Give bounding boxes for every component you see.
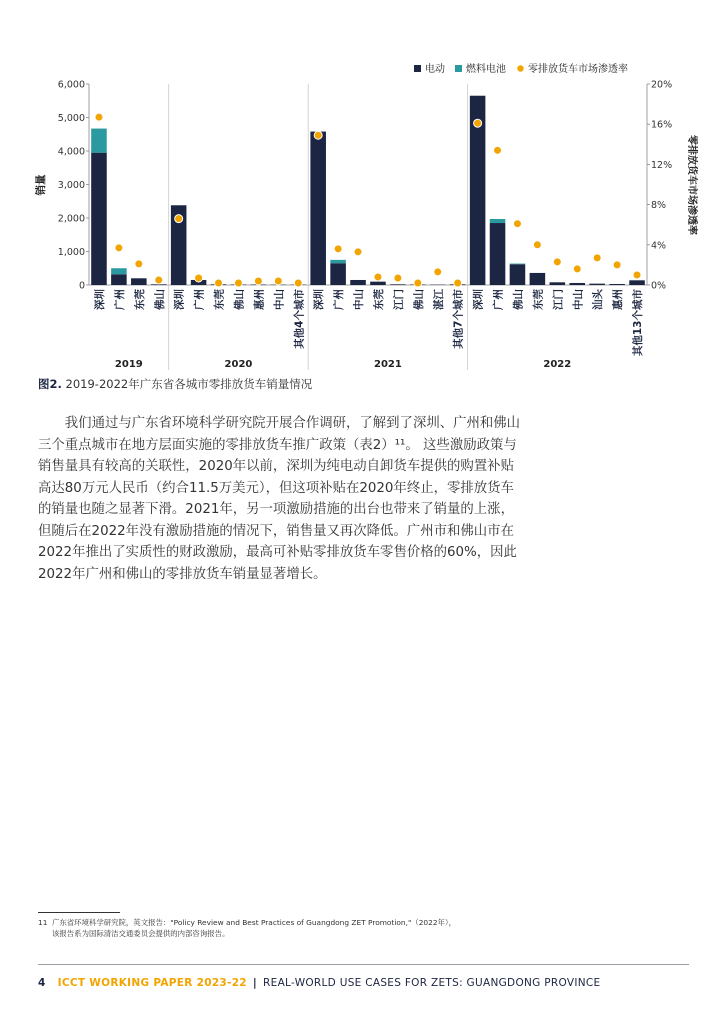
penetration-dot [613, 261, 621, 269]
bar-electric [111, 274, 127, 285]
x-tick-label: 东莞 [372, 289, 385, 310]
legend-dot [517, 65, 523, 71]
penetration-dot [354, 248, 362, 256]
y2-tick-label: 12% [651, 159, 673, 171]
x-tick-label: 深圳 [93, 289, 106, 310]
figure-label: 图2. [38, 377, 62, 391]
bar-electric [131, 278, 147, 285]
bar-electric [609, 284, 625, 285]
y2-tick-label: 20% [651, 79, 673, 91]
y2-tick-label: 8% [651, 200, 667, 212]
bar-fuel-cell [91, 129, 107, 153]
bar-electric [390, 284, 406, 285]
x-tick-label: 其他4个城市 [293, 289, 306, 349]
y-tick-label: 2,000 [57, 213, 85, 225]
penetration-dot [573, 265, 581, 273]
footnote-number: 11 [38, 918, 48, 927]
group-year-label: 2020 [224, 359, 253, 370]
y-tick-label: 6,000 [57, 79, 85, 91]
bar-electric [589, 284, 605, 285]
x-tick-label: 惠州 [612, 289, 625, 310]
x-tick-label: 广州 [333, 289, 346, 310]
penetration-dot [533, 241, 541, 249]
x-tick-label: 其他13个城市 [632, 289, 645, 357]
penetration-dot [155, 276, 163, 284]
penetration-dot [593, 254, 601, 262]
x-tick-label: 汕头 [592, 289, 605, 310]
x-tick-label: 广州 [492, 289, 505, 310]
penetration-dot [633, 271, 641, 279]
x-tick-label: 广州 [193, 289, 206, 310]
penetration-dot [274, 277, 282, 285]
legend-swatch-2 [455, 65, 462, 72]
x-tick-label: 东莞 [532, 289, 545, 310]
legend-label: 零排放货车市场渗透率 [528, 64, 628, 75]
bar-fuel-cell [510, 264, 526, 265]
x-tick-label: 江门 [552, 289, 565, 310]
group-year-label: 2022 [543, 359, 572, 370]
x-tick-label: 深圳 [173, 289, 186, 310]
y-tick-label: 4,000 [57, 146, 85, 158]
x-tick-label: 江门 [392, 289, 405, 310]
footnote-line-1: 广东省环境科学研究院，英文报告："Policy Review and Best Practices of Guangdong ZET Promotion,"（2022年）， [52, 918, 457, 927]
penetration-dot [334, 245, 342, 253]
y2-tick-label: 16% [651, 119, 673, 131]
x-tick-label: 惠州 [253, 289, 266, 310]
group-year-label: 2019 [114, 359, 143, 370]
bar-electric [330, 263, 346, 285]
bar-fuel-cell [330, 260, 346, 263]
penetration-dot [314, 131, 322, 139]
x-tick-label: 中山 [353, 289, 366, 310]
penetration-dot [513, 220, 521, 228]
footer-series: ICCT WORKING PAPER 2023-22 [57, 977, 247, 989]
bar-electric [370, 282, 386, 285]
y-axis-title: 销量 [35, 174, 47, 196]
page-number: 4 [38, 977, 46, 989]
bar-electric [310, 132, 326, 285]
penetration-dot [494, 146, 502, 154]
bar-electric [530, 273, 546, 285]
sales-chart [0, 0, 724, 375]
bar-fuel-cell [490, 219, 506, 223]
group-year-label: 2021 [374, 359, 402, 370]
penetration-dot [215, 279, 223, 287]
penetration-dot [254, 277, 262, 285]
penetration-dot [294, 279, 302, 287]
penetration-dot [474, 119, 482, 127]
footnote-divider [38, 912, 120, 913]
y2-tick-label: 0% [651, 280, 667, 292]
penetration-dot [394, 274, 402, 282]
y2-axis-title: 零排放货车市场渗透率 [686, 135, 697, 235]
penetration-dot [175, 215, 183, 223]
bar-electric [569, 283, 585, 285]
paragraph-text: 我们通过与广东省环境科学研究院开展合作调研，了解到了深圳、广州和佛山三个重点城市在地方层面实施的零排放货车推广政策（表2）¹¹。 这些激励政策与销售量具有较高的关联性，2020年以前，深圳为纯电动自卸货车提供的购置补贴高达80万元人民币（约合11.5万美元），但这项补贴在2020年终止，零排放货车的销量也随之显著下滑。2021年，另一项激励措施的出台也带来了销量的上涨，但随后在2022年没有激励措施的情况下，销售量又再次降低。广州市和佛山市在2022年推出了实质性的财政激励，最高可补贴零排放货车零售价格的60%，因此2022年广州和佛山的零排放货车销量显著增长。 [38, 416, 521, 582]
bar-electric [629, 280, 645, 285]
footer-divider [38, 964, 689, 965]
footer-title: REAL-WORLD USE CASES FOR ZETS: GUANGDONG PROVINCE [263, 977, 601, 989]
x-tick-label: 深圳 [313, 289, 326, 310]
bar-electric [490, 223, 506, 285]
figure-caption-text: 2019-2022年广东省各城市零排放货车销量情况 [61, 377, 313, 391]
legend-swatch-1 [414, 65, 421, 72]
x-tick-label: 广州 [113, 289, 126, 310]
body-paragraph [38, 413, 524, 585]
x-tick-label: 中山 [572, 289, 585, 310]
x-tick-label: 中山 [273, 289, 286, 310]
bar-electric [350, 280, 366, 285]
y-tick-label: 3,000 [57, 180, 85, 191]
penetration-dot [374, 273, 382, 281]
x-tick-label: 东莞 [133, 289, 146, 310]
penetration-dot [115, 244, 123, 252]
penetration-dot [234, 279, 242, 287]
y2-tick-label: 4% [651, 240, 667, 252]
penetration-dot [434, 268, 442, 276]
bar-electric [91, 153, 107, 285]
y-tick-label: 1,000 [57, 247, 85, 258]
bar-electric [550, 282, 566, 285]
footer-separator: | [252, 977, 258, 989]
footnote [38, 918, 456, 939]
penetration-dot [135, 260, 143, 268]
footnote-line-2: 该报告系为国际清洁交通委员会提供的内部咨询报告。 [52, 928, 230, 938]
x-tick-label: 东莞 [213, 289, 226, 310]
bar-electric [510, 264, 526, 285]
x-tick-label: 佛山 [412, 289, 425, 310]
x-tick-label: 佛山 [233, 289, 246, 310]
penetration-dot [195, 274, 203, 282]
page-footer [38, 977, 600, 989]
x-tick-label: 其他7个城市 [452, 289, 465, 349]
y-tick-label: 5,000 [57, 113, 85, 124]
x-tick-label: 深圳 [472, 289, 485, 310]
penetration-dot [553, 258, 561, 266]
figure-caption [38, 376, 312, 392]
penetration-dot [454, 279, 462, 287]
x-tick-label: 佛山 [153, 289, 166, 310]
penetration-dot [414, 279, 422, 287]
legend-label: 燃料电池 [466, 64, 506, 75]
penetration-dot [95, 113, 103, 121]
x-tick-label: 湛江 [432, 289, 445, 310]
legend-label: 电动 [425, 64, 445, 75]
y-tick-label: 0 [78, 280, 85, 292]
bar-fuel-cell [111, 268, 127, 274]
x-tick-label: 佛山 [512, 289, 525, 310]
